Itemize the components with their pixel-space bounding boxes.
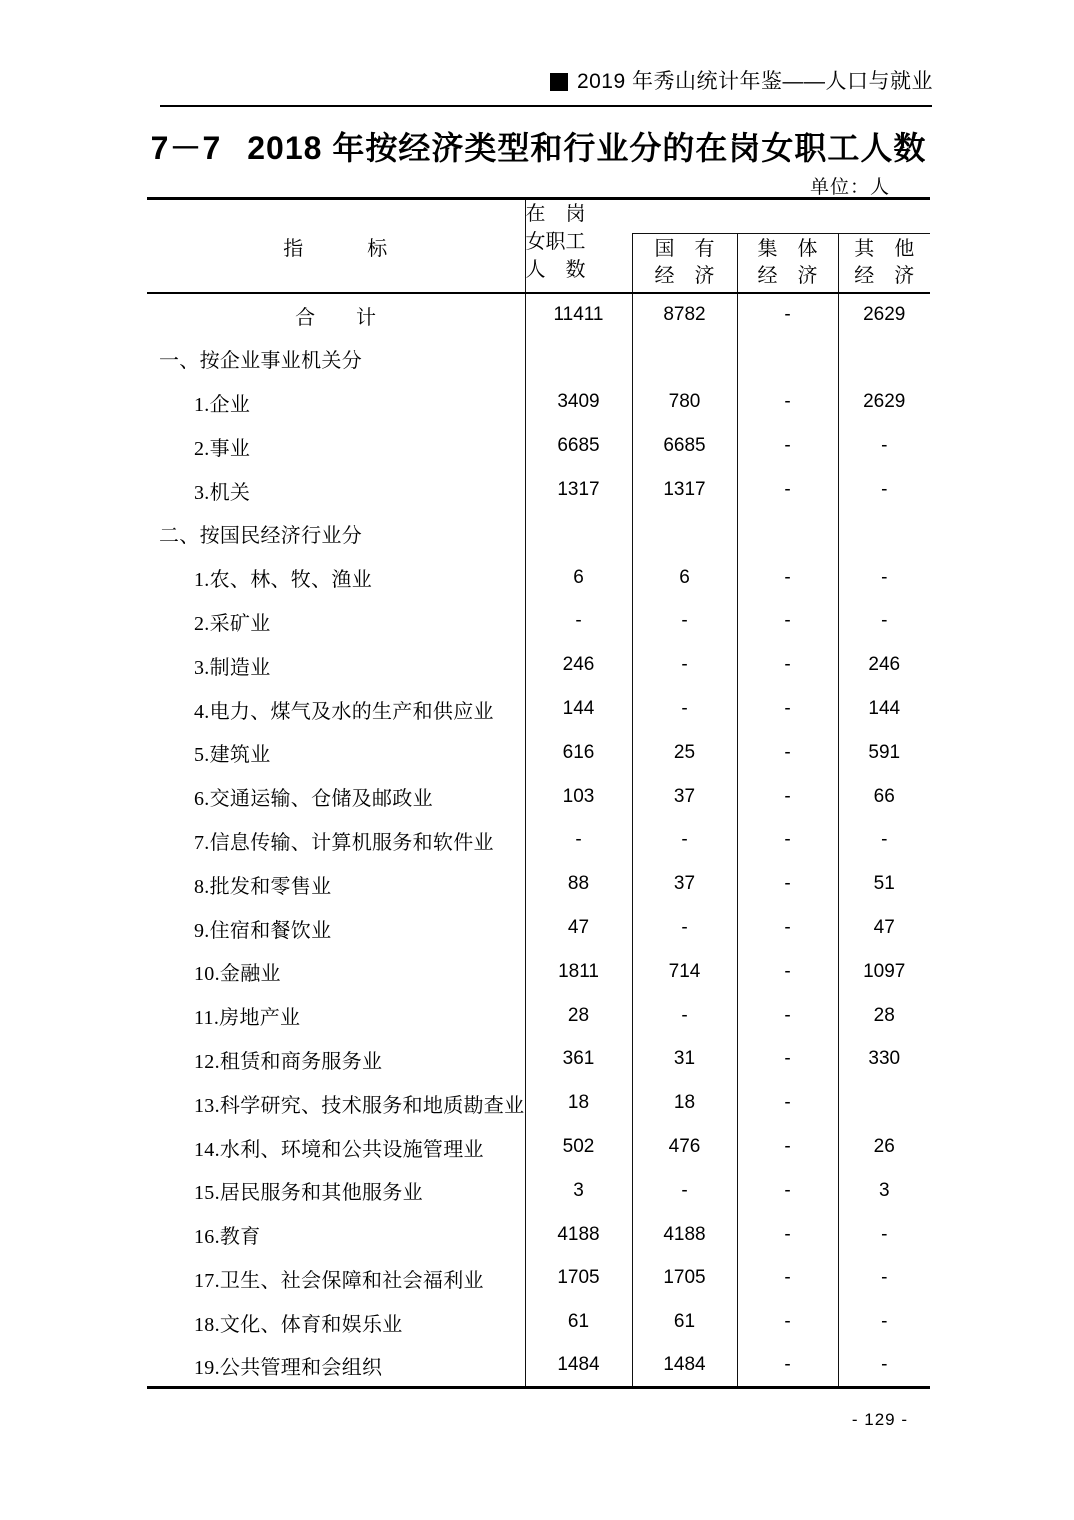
table-row xyxy=(147,1257,930,1301)
value-cell: - xyxy=(737,687,838,731)
value-cell: 11411 xyxy=(525,293,632,337)
col-header-economy-2 xyxy=(838,234,930,294)
value-cell: 37 xyxy=(632,775,737,819)
col-header-total-female-staff xyxy=(525,199,632,294)
value-cell: - xyxy=(737,950,838,994)
section-marker-icon xyxy=(550,73,568,91)
value-cell: - xyxy=(632,819,737,863)
value-cell xyxy=(525,512,632,556)
table-row xyxy=(147,643,930,687)
row-label: 16.教育 xyxy=(194,1226,261,1249)
value-cell: 37 xyxy=(632,862,737,906)
value-cell: - xyxy=(737,424,838,468)
value-cell: 2629 xyxy=(838,293,930,337)
value-cell xyxy=(838,337,930,381)
row-label: 18.文化、体育和娱乐业 xyxy=(194,1313,403,1336)
value-cell xyxy=(632,512,737,556)
running-head-divider xyxy=(160,105,932,107)
table-row xyxy=(147,293,930,337)
value-cell xyxy=(525,337,632,381)
value-cell: 6 xyxy=(525,556,632,600)
unit-label: 单位：人 xyxy=(809,177,890,198)
value-cell: - xyxy=(632,687,737,731)
value-cell: 88 xyxy=(525,862,632,906)
value-cell: 6685 xyxy=(632,424,737,468)
value-cell: 26 xyxy=(838,1125,930,1169)
value-cell: 246 xyxy=(525,643,632,687)
value-cell: - xyxy=(632,994,737,1038)
value-cell: 18 xyxy=(525,1081,632,1125)
row-label: 5.建筑业 xyxy=(194,744,271,767)
value-cell: - xyxy=(737,381,838,425)
value-cell: 780 xyxy=(632,381,737,425)
value-cell: 2629 xyxy=(838,381,930,425)
col-header-group-spacer xyxy=(632,199,930,234)
row-label: 1.企业 xyxy=(194,393,251,416)
col-header-line: 经 济 xyxy=(757,265,818,287)
running-head-text: 2019 年秀山统计年鉴——人口与就业 xyxy=(576,70,933,93)
value-cell: - xyxy=(737,1169,838,1213)
row-label: 11.房地产业 xyxy=(194,1007,301,1030)
value-cell: - xyxy=(838,1257,930,1301)
page-title xyxy=(147,128,930,168)
value-cell: 61 xyxy=(632,1300,737,1344)
col-header-total-line1: 在 岗 xyxy=(525,203,586,225)
row-label: 6.交通运输、仓储及邮政业 xyxy=(194,788,433,811)
value-cell: - xyxy=(737,293,838,337)
col-header-economy-0 xyxy=(632,234,737,294)
row-label: 一、按企业事业机关分 xyxy=(159,350,362,373)
col-header-indicator: 指 标 xyxy=(147,199,525,294)
col-header-line: 经 济 xyxy=(654,265,715,287)
table-row xyxy=(147,862,930,906)
col-header-line: 经 济 xyxy=(854,265,915,287)
table-row xyxy=(147,1169,930,1213)
value-cell: 1811 xyxy=(525,950,632,994)
value-cell: 47 xyxy=(525,906,632,950)
row-label: 3.制造业 xyxy=(194,656,271,679)
value-cell: 1484 xyxy=(525,1344,632,1388)
value-cell: 330 xyxy=(838,1038,930,1082)
value-cell: - xyxy=(632,600,737,644)
row-label: 10.金融业 xyxy=(194,963,281,986)
value-cell xyxy=(632,337,737,381)
value-cell: 103 xyxy=(525,775,632,819)
value-cell: 4188 xyxy=(525,1213,632,1257)
value-cell: - xyxy=(737,775,838,819)
table-row xyxy=(147,1213,930,1257)
value-cell: - xyxy=(632,906,737,950)
value-cell: 3409 xyxy=(525,381,632,425)
table-row xyxy=(147,1038,930,1082)
value-cell: - xyxy=(838,1300,930,1344)
table-row xyxy=(147,906,930,950)
value-cell: - xyxy=(632,1169,737,1213)
value-cell: - xyxy=(525,819,632,863)
value-cell: - xyxy=(737,556,838,600)
table-row xyxy=(147,600,930,644)
table-row xyxy=(147,687,930,731)
value-cell: 31 xyxy=(632,1038,737,1082)
table-number: 7－7 xyxy=(150,130,222,166)
value-cell: - xyxy=(737,1300,838,1344)
row-label: 4.电力、煤气及水的生产和供应业 xyxy=(194,700,494,723)
row-label: 3.机关 xyxy=(194,481,251,504)
value-cell: 66 xyxy=(838,775,930,819)
table-row xyxy=(147,337,930,381)
statistics-table xyxy=(147,197,930,1389)
value-cell: - xyxy=(737,1344,838,1388)
col-header-economy-1 xyxy=(737,234,838,294)
value-cell: 246 xyxy=(838,643,930,687)
value-cell: 361 xyxy=(525,1038,632,1082)
row-label: 15.居民服务和其他服务业 xyxy=(194,1182,423,1205)
value-cell: 6 xyxy=(632,556,737,600)
value-cell: - xyxy=(737,600,838,644)
statistics-table-wrapper xyxy=(147,197,930,1389)
row-label: 19.公共管理和会组织 xyxy=(194,1356,383,1379)
value-cell: 1317 xyxy=(525,468,632,512)
table-row xyxy=(147,994,930,1038)
table-row xyxy=(147,731,930,775)
table-row xyxy=(147,950,930,994)
value-cell: 51 xyxy=(838,862,930,906)
table-row xyxy=(147,381,930,425)
col-header-total-line2: 女职工 xyxy=(525,231,586,253)
row-label: 8.批发和零售业 xyxy=(194,875,332,898)
row-label: 2.采矿业 xyxy=(194,612,271,635)
value-cell: 18 xyxy=(632,1081,737,1125)
table-row xyxy=(147,424,930,468)
row-label: 二、按国民经济行业分 xyxy=(159,525,362,548)
running-head xyxy=(550,70,933,94)
value-cell: - xyxy=(737,819,838,863)
table-row xyxy=(147,1125,930,1169)
table-row xyxy=(147,775,930,819)
value-cell: - xyxy=(737,1257,838,1301)
value-cell: 144 xyxy=(525,687,632,731)
row-label: 14.水利、环境和公共设施管理业 xyxy=(194,1138,484,1161)
value-cell xyxy=(838,1081,930,1125)
value-cell xyxy=(838,512,930,556)
col-header-line: 其 他 xyxy=(854,238,915,260)
value-cell: 4188 xyxy=(632,1213,737,1257)
value-cell: 144 xyxy=(838,687,930,731)
value-cell: - xyxy=(737,862,838,906)
table-row xyxy=(147,512,930,556)
value-cell: 28 xyxy=(525,994,632,1038)
value-cell: 502 xyxy=(525,1125,632,1169)
value-cell: - xyxy=(838,600,930,644)
value-cell xyxy=(737,512,838,556)
table-row xyxy=(147,1300,930,1344)
value-cell: - xyxy=(838,1344,930,1388)
value-cell: 6685 xyxy=(525,424,632,468)
value-cell: - xyxy=(737,731,838,775)
row-label: 合 计 xyxy=(295,306,377,329)
table-row xyxy=(147,1081,930,1125)
value-cell: 616 xyxy=(525,731,632,775)
col-header-total-line3: 人 数 xyxy=(525,259,586,281)
value-cell: - xyxy=(737,1038,838,1082)
value-cell: 1705 xyxy=(632,1257,737,1301)
value-cell: 47 xyxy=(838,906,930,950)
value-cell: - xyxy=(737,1081,838,1125)
value-cell: 476 xyxy=(632,1125,737,1169)
value-cell: 591 xyxy=(838,731,930,775)
table-row xyxy=(147,556,930,600)
value-cell: - xyxy=(838,424,930,468)
page-number: - 129 - xyxy=(851,1410,908,1429)
value-cell: - xyxy=(525,600,632,644)
row-label: 17.卫生、社会保障和社会福利业 xyxy=(194,1269,484,1292)
table-row xyxy=(147,1344,930,1388)
col-header-line: 国 有 xyxy=(654,238,715,260)
table-row xyxy=(147,819,930,863)
value-cell: 28 xyxy=(838,994,930,1038)
row-label: 7.信息传输、计算机服务和软件业 xyxy=(194,831,494,854)
row-label: 9.住宿和餐饮业 xyxy=(194,919,332,942)
value-cell: - xyxy=(737,643,838,687)
value-cell: 1484 xyxy=(632,1344,737,1388)
row-label: 13.科学研究、技术服务和地质勘查业 xyxy=(194,1094,525,1117)
value-cell: - xyxy=(737,468,838,512)
value-cell: - xyxy=(737,994,838,1038)
row-label: 1.农、林、牧、渔业 xyxy=(194,569,372,592)
value-cell: 1317 xyxy=(632,468,737,512)
value-cell: 3 xyxy=(525,1169,632,1213)
value-cell: 1705 xyxy=(525,1257,632,1301)
value-cell: - xyxy=(632,643,737,687)
row-label: 2.事业 xyxy=(194,437,251,460)
value-cell: - xyxy=(737,1125,838,1169)
value-cell: 25 xyxy=(632,731,737,775)
value-cell xyxy=(737,337,838,381)
value-cell: - xyxy=(838,556,930,600)
col-header-line: 集 体 xyxy=(757,238,818,260)
value-cell: - xyxy=(838,819,930,863)
table-row xyxy=(147,468,930,512)
value-cell: 61 xyxy=(525,1300,632,1344)
table-title-text: 2018 年按经济类型和行业分的在岗女职工人数 xyxy=(247,130,927,166)
value-cell: 1097 xyxy=(838,950,930,994)
value-cell: - xyxy=(737,906,838,950)
value-cell: 3 xyxy=(838,1169,930,1213)
value-cell: 714 xyxy=(632,950,737,994)
header-row-top xyxy=(147,199,930,234)
value-cell: - xyxy=(838,1213,930,1257)
value-cell: - xyxy=(737,1213,838,1257)
value-cell: 8782 xyxy=(632,293,737,337)
row-label: 12.租赁和商务服务业 xyxy=(194,1050,383,1073)
value-cell: - xyxy=(838,468,930,512)
